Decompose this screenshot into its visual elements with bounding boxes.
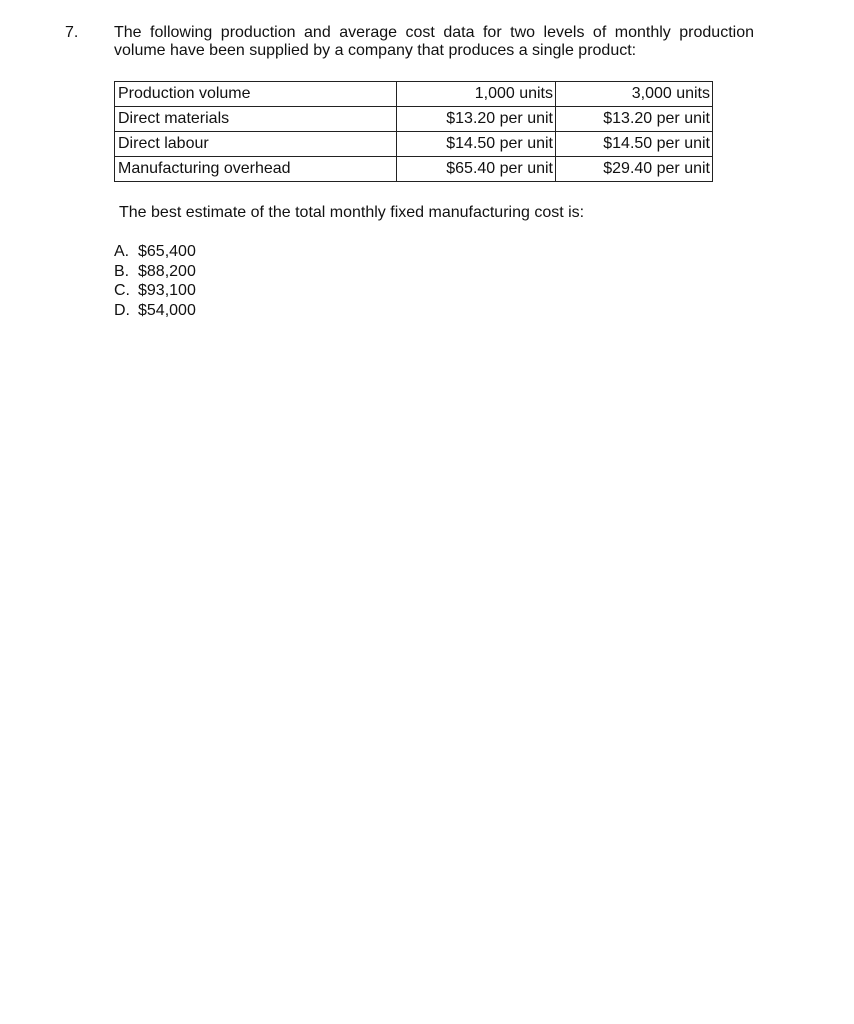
level2-value: 3,000 units: [556, 82, 713, 107]
question-number: 7.: [65, 24, 79, 41]
question-prompt: The best estimate of the total monthly fixed manufacturing cost is:: [119, 204, 585, 221]
table-row: [115, 107, 713, 132]
level2-value: $13.20 per unit: [556, 107, 713, 132]
table-row: [115, 157, 713, 182]
question-text: The following production and average cost data for two levels of monthly production volume have been supplied by a company that produces a single product:: [114, 24, 754, 59]
table-row: [115, 132, 713, 157]
option-letter: A.: [114, 243, 130, 260]
answer-options: [114, 242, 196, 320]
level1-value: $65.40 per unit: [397, 157, 556, 182]
level1-value: $13.20 per unit: [397, 107, 556, 132]
level2-value: $29.40 per unit: [556, 157, 713, 182]
answer-option-d: [114, 301, 196, 321]
row-label: Direct labour: [115, 132, 397, 157]
level1-value: $14.50 per unit: [397, 132, 556, 157]
level1-value: 1,000 units: [397, 82, 556, 107]
option-text: $65,400: [138, 243, 196, 260]
option-text: $54,000: [138, 301, 196, 319]
option-text: $93,100: [138, 282, 196, 299]
option-letter: B.: [114, 262, 130, 280]
answer-option-a: [114, 242, 196, 262]
level2-value: $14.50 per unit: [556, 132, 713, 157]
table-row: [115, 82, 713, 107]
option-letter: D.: [114, 301, 130, 319]
row-label: Manufacturing overhead: [115, 157, 397, 182]
option-text: $88,200: [138, 262, 196, 280]
row-label: Direct materials: [115, 107, 397, 132]
answer-option-b: [114, 262, 196, 282]
option-letter: C.: [114, 282, 130, 299]
cost-data-table: [114, 81, 713, 182]
answer-option-c: [114, 281, 196, 301]
row-label: Production volume: [115, 82, 397, 107]
